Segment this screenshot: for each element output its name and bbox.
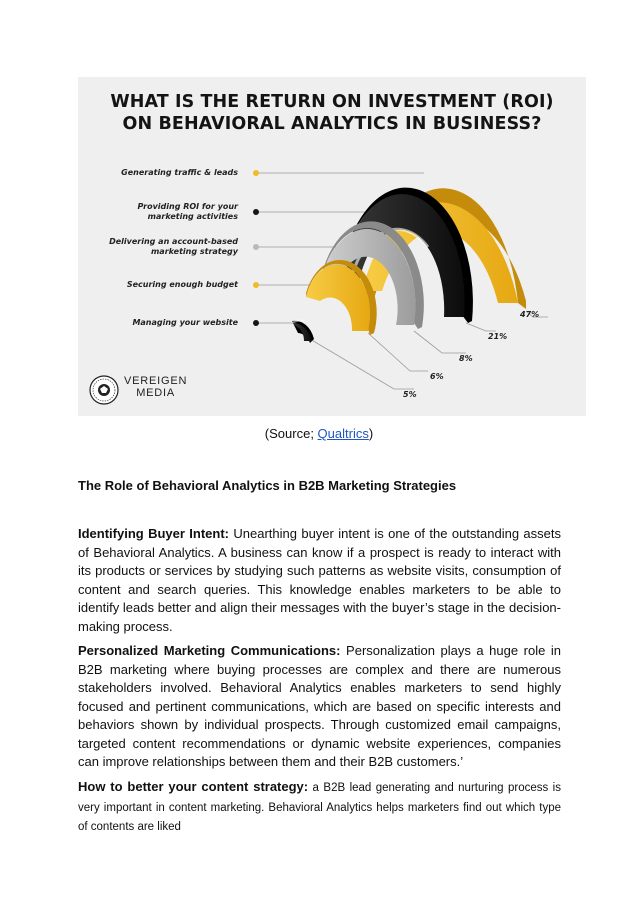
qualtrics-link[interactable]: Qualtrics xyxy=(317,426,369,441)
roi-infographic xyxy=(78,77,586,416)
label-generating-traffic: Generating traffic & leads xyxy=(121,168,238,177)
dot-yellow-icon xyxy=(253,170,259,176)
arc-securing-budget xyxy=(306,260,377,335)
dot-gray-icon xyxy=(253,244,259,250)
label-securing-budget: Securing enough budget xyxy=(126,280,238,289)
source-caption: (Source; Qualtrics) xyxy=(264,426,374,441)
pct-account-based: 8% xyxy=(459,354,473,363)
label-account-based: Delivering an account-based marketing strategy xyxy=(109,237,238,256)
dot-yellow-icon xyxy=(253,282,259,288)
dot-black-icon xyxy=(253,320,259,326)
paragraph-buyer-intent: Identifying Buyer Intent: Unearthing buyer intent is one of the outstanding assets of Behavioral Analytics. A business can know if a prospect is ready to interact with its products or services by studying such patterns as website visits, consumption of content and search queries. This knowledge enables marketers to be able to identify leads better and align their messages with the buyer’s stage in the decision-making process. xyxy=(78,526,562,634)
vereigen-media-logo: VEREIGEN MEDIA xyxy=(124,375,188,399)
pct-securing-budget: 6% xyxy=(430,372,444,381)
infographic-title: WHAT IS THE RETURN ON INVESTMENT (ROI) ON BEHAVIORAL ANALYTICS IN BUSINESS? xyxy=(110,92,554,134)
section-title: The Role of Behavioral Analytics in B2B Marketing Strategies xyxy=(78,478,457,493)
label-providing-roi: Providing ROI for your marketing activities xyxy=(137,202,238,221)
pct-providing-roi: 21% xyxy=(488,332,508,341)
paragraph-content-strategy: How to better your content strategy: a B2B lead generating and nurturing process is very important in content marketing. Behavioral Analytics helps marketers find out which type of contents are liked xyxy=(78,779,561,833)
paragraph-personalized-marketing: Personalized Marketing Communications: Personalization plays a huge role in B2B marketing where buying processes are complex and there are numerous stakeholders involved. Behavioral Analytics enables marketers to send highly focused and pertinent communications, which are based on specific interests and behaviors shown by individual prospects. Through customized email campaigns, targeted content recommendations or dynamic website experiences, companies can improve relationships between them and their B2B customers.’ xyxy=(78,643,561,769)
pct-managing-website: 5% xyxy=(403,390,417,399)
arc-managing-website xyxy=(292,321,314,343)
dot-black-icon xyxy=(253,209,259,215)
pct-generating-traffic: 47% xyxy=(520,310,540,319)
label-managing-website: Managing your website xyxy=(132,318,238,327)
